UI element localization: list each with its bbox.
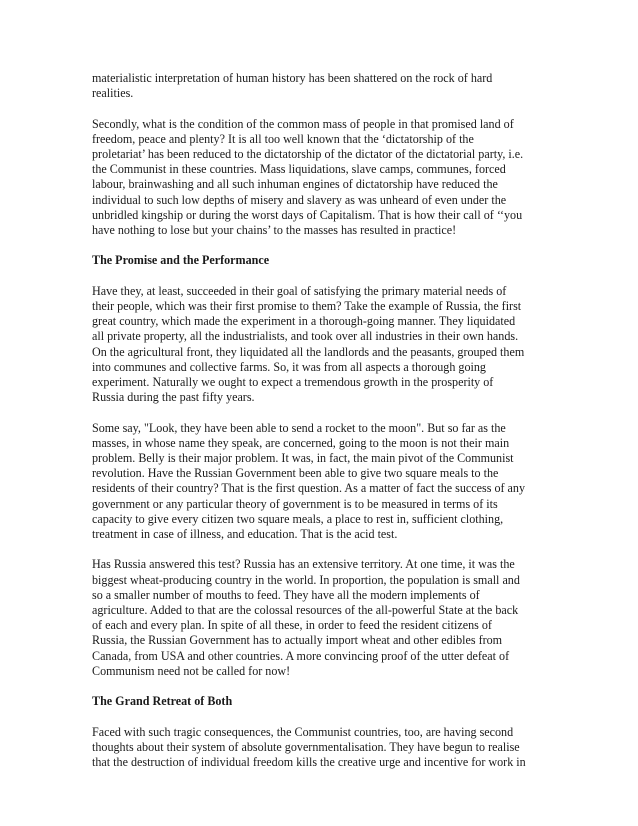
text-line: freedom, peace and plenty? It is all too well known that the ‘dictatorship of the [92,131,474,146]
heading-text: The Promise and the Performance [92,253,270,268]
text-line: government or any particular theory of government is to be measured in terms of its [92,496,498,511]
section-heading-grand-retreat [92,694,542,709]
paragraph-russia-experiment [92,284,542,406]
text-line: Canada, from USA and other countries. A more convincing proof of the utter defeat of [92,648,510,663]
text-line: experiment. Naturally we ought to expect a tremendous growth in the prosperity of [92,375,494,390]
text-line: proletariat’ has been reduced to the dictatorship of the dictator of the dictatorial party, i.e. [92,147,524,161]
text-line: residents of their country? That is the first question. As a matter of fact the success of any [92,481,526,496]
text-line: all private property, all the industrialists, and took over all industries in their own hands. [92,329,519,344]
text-line: agriculture. Added to that are the colossal resources of the all-powerful State at the back [92,603,519,618]
text-line: realities. [92,86,134,101]
paragraph-condition-of-masses [92,117,542,239]
text-line: their people, which was their first promise to them? Take the example of Russia, the first [92,299,522,313]
text-line: of each and every plan. In spite of all these, in order to feed the resident citizens of [92,618,492,633]
text-line: individual to such low depths of misery and slavery as was unheard of even under the [92,192,507,207]
text-line: have nothing to lose but your chains’ to the masses has resulted in practice! [92,223,457,238]
text-line: labour, brainwashing and all such inhuman engines of dictatorship have reduced the [92,177,498,192]
text-line: problem. Belly is their major problem. It was, in fact, the main pivot of the Communist [92,451,514,466]
text-line: treatment in case of illness, and education. That is the acid test. [92,527,398,542]
text-line: that the destruction of individual freedom kills the creative urge and incentive for work in [92,755,526,770]
paragraph-second-thoughts [92,725,542,771]
section-heading-promise-performance [92,253,542,268]
text-line: thoughts about their system of absolute governmentalisation. They have begun to realise [92,739,520,754]
text-line: Russia during the past fifty years. [92,390,255,405]
text-line: Has Russia answered this test? Russia has an extensive territory. At one time, it was the [92,557,515,572]
text-line: great country, which made the experiment in a thorough-going manner. They liquidated [92,314,516,329]
text-line: unbridled kingship or during the worst days of Capitalism. That is how their call of ‘‘you [92,207,523,222]
text-line: Have they, at least, succeeded in their goal of satisfying the primary material needs of [92,283,507,298]
text-line: biggest wheat-producing country in the world. In proportion, the population is small and [92,572,520,587]
paragraph-rocket-to-moon [92,421,542,543]
text-line: the Communist in these countries. Mass liquidations, slave camps, communes, forced [92,162,506,177]
text-line: masses, in whose name they speak, are concerned, going to the moon is not their main [92,435,510,450]
document-page [92,71,542,785]
paragraph-russia-test [92,557,542,679]
text-line: Some say, "Look, they have been able to send a rocket to the moon". But so far as the [92,420,506,435]
text-line: Faced with such tragic consequences, the Communist countries, too, are having second [92,724,514,739]
text-line: Secondly, what is the condition of the common mass of people in that promised land of [92,116,514,131]
text-line: Communism need not be called for now! [92,663,291,678]
text-line: capacity to give every citizen two square meals, a place to rest in, sufficient clothing, [92,511,504,526]
text-line: revolution. Have the Russian Government been able to give two square meals to the [92,466,499,481]
text-line: On the agricultural front, they liquidated all the landlords and the peasants, grouped them [92,344,525,359]
paragraph-intro-continuation [92,71,542,101]
heading-text: The Grand Retreat of Both [92,694,233,709]
text-line: materialistic interpretation of human history has been shattered on the rock of hard [92,71,493,85]
text-line: Russia, the Russian Government has to actually import wheat and other edibles from [92,633,503,648]
text-line: into communes and collective farms. So, it was from all aspects a thorough going [92,359,486,374]
text-line: so a smaller number of mouths to feed. They have all the modern implements of [92,587,480,602]
